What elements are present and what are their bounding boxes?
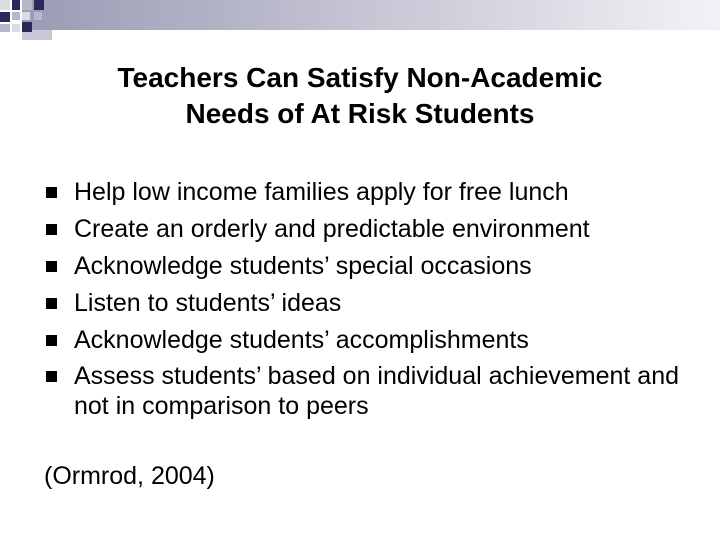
slide-title-line-2: Needs of At Risk Students [185,98,535,129]
bullet-list [44,174,694,421]
bullet-text: Listen to students’ ideas [74,289,342,317]
list-item [44,285,694,322]
decorative-header-pattern [0,0,720,60]
bullet-text: Acknowledge students’ accomplishments [74,326,529,354]
square-bullet-icon [46,298,57,309]
square-bullet-icon [46,187,57,198]
square-bullet-icon [46,371,57,382]
slide-title [0,60,720,132]
list-item [44,248,694,285]
slide-title-line-1: Teachers Can Satisfy Non-Academic [117,62,603,93]
list-item [44,361,694,421]
bullet-text: Acknowledge students’ special occasions [74,252,532,280]
square-bullet-icon [46,261,57,272]
square-bullet-icon [46,224,57,235]
bullet-text: Help low income families apply for free lunch [74,178,569,206]
square-bullet-icon [46,335,57,346]
list-item [44,322,694,359]
bullet-text: Create an orderly and predictable environment [74,215,590,243]
list-item [44,211,694,248]
bullet-text: Assess students’ based on individual achievement and not in comparison to peers [74,362,680,420]
list-item [44,174,694,211]
citation: (Ormrod, 2004) [44,462,215,490]
